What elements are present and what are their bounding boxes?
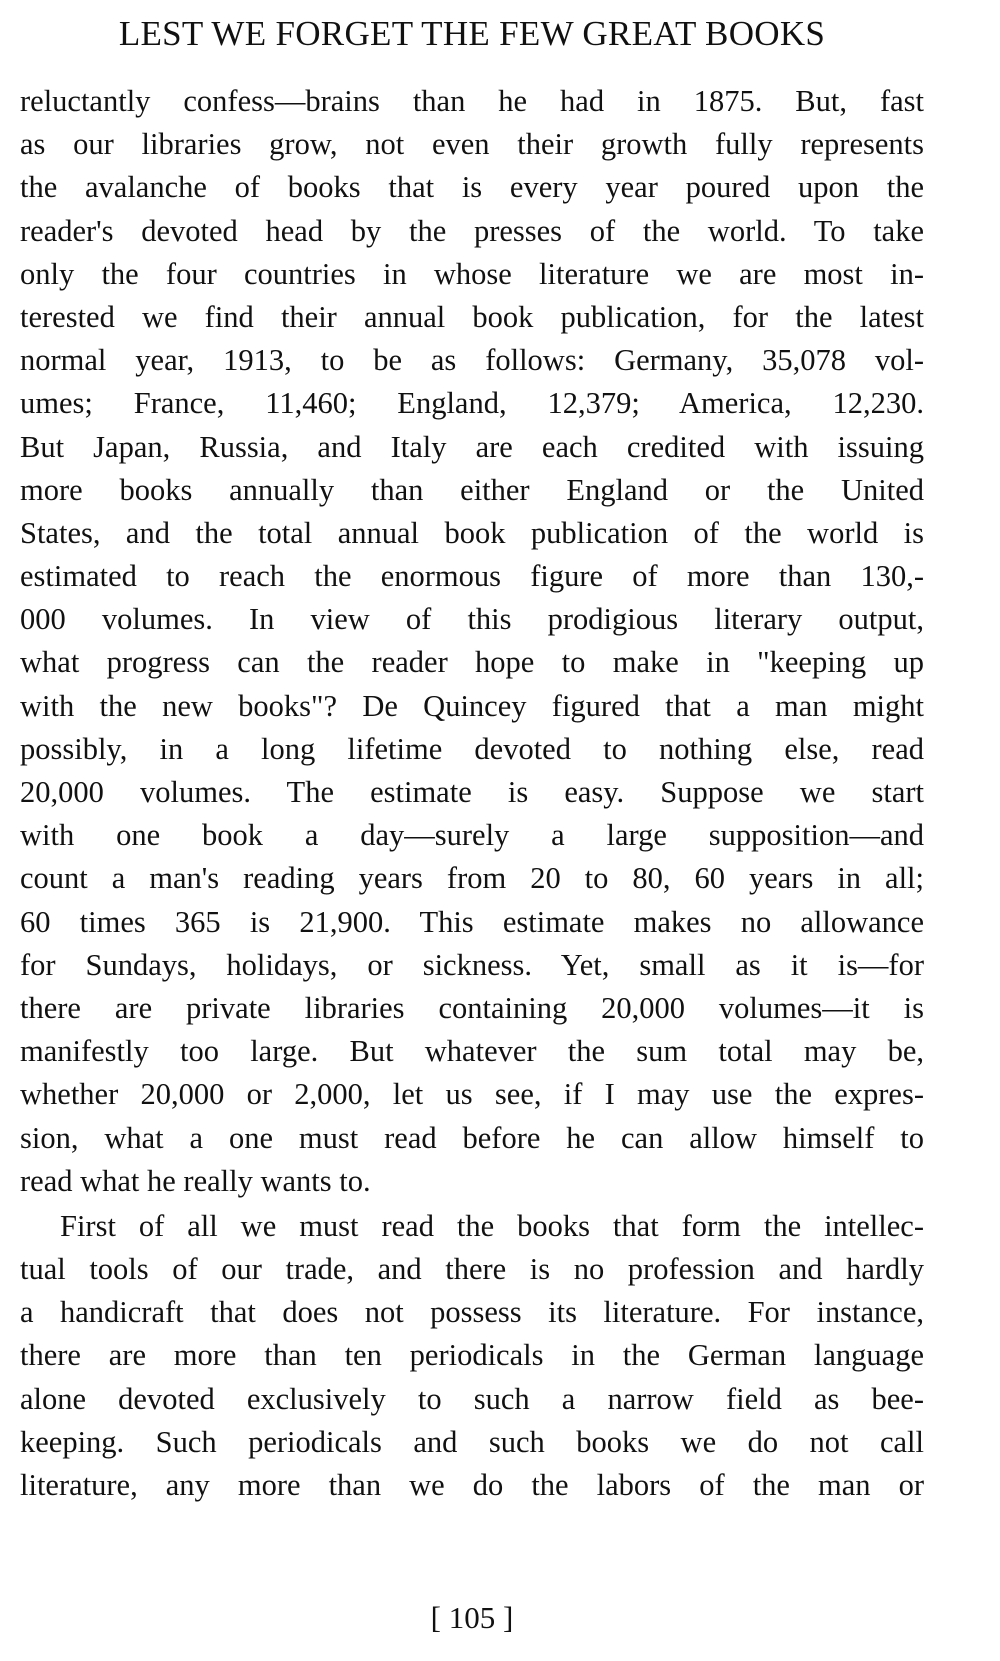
text-line: umes; France, 11,460; England, 12,379; America, 12,230.	[20, 386, 924, 421]
text-line: reader's devoted head by the presses of the world. To take	[20, 213, 924, 248]
text-line: count a man's reading years from 20 to 80, 60 years in all;	[20, 861, 924, 896]
text-line: a handicraft that does not possess its literature. For instance,	[20, 1295, 924, 1330]
text-line: possibly, in a long lifetime devoted to nothing else, read	[20, 731, 924, 766]
text-line: there are more than ten periodicals in the German language	[20, 1338, 924, 1373]
text-line: alone devoted exclusively to such a narrow field as bee-	[20, 1381, 924, 1416]
text-line: terested we find their annual book publication, for the latest	[20, 299, 924, 334]
text-line: literature, any more than we do the labors of the man or	[20, 1468, 924, 1502]
text-line: whether 20,000 or 2,000, let us see, if I may use the expres-	[20, 1077, 924, 1112]
page-number: [ 105 ]	[430, 1600, 514, 1635]
text-line: 000 volumes. In view of this prodigious literary output,	[20, 602, 924, 637]
text-line: keeping. Such periodicals and such books we do not call	[20, 1424, 924, 1459]
text-line: read what he really wants to.	[20, 1163, 371, 1198]
paragraph	[20, 1205, 924, 1507]
text-line: sion, what a one must read before he can allow himself to	[20, 1120, 924, 1155]
text-line: more books annually than either England or the United	[20, 472, 924, 507]
text-line: the avalanche of books that is every year poured upon the	[20, 170, 924, 205]
text-line: States, and the total annual book publication of the world is	[20, 515, 924, 550]
text-line: reluctantly confess—brains than he had in 1875. But, fast	[20, 84, 924, 118]
text-line: But Japan, Russia, and Italy are each credited with issuing	[20, 429, 924, 464]
text-line: tual tools of our trade, and there is no profession and hardly	[20, 1252, 924, 1287]
text-line: there are private libraries containing 20,000 volumes—it is	[20, 990, 924, 1025]
text-line: only the four countries in whose literature we are most in-	[20, 256, 924, 291]
text-line: with the new books"? De Quincey figured that a man might	[20, 688, 924, 723]
text-line: normal year, 1913, to be as follows: Germany, 35,078 vol-	[20, 343, 924, 378]
book-page	[20, 0, 924, 1661]
text-line: 20,000 volumes. The estimate is easy. Suppose we start	[20, 775, 924, 809]
text-line: with one book a day—surely a large supposition—and	[20, 818, 924, 853]
running-head: LEST WE FORGET THE FEW GREAT BOOKS	[118, 14, 826, 53]
text-line: First of all we must read the books that form the intellec-	[60, 1208, 924, 1243]
text-line: estimated to reach the enormous figure of more than 130,-	[20, 559, 924, 594]
text-line: what progress can the reader hope to make in "keeping up	[20, 645, 924, 680]
text-line: as our libraries grow, not even their growth fully represents	[20, 127, 924, 162]
body-text	[20, 80, 924, 1507]
text-line: 60 times 365 is 21,900. This estimate makes no allowance	[20, 904, 924, 939]
paragraph	[20, 80, 924, 1203]
text-line: manifestly too large. But whatever the sum total may be,	[20, 1034, 924, 1069]
text-line: for Sundays, holidays, or sickness. Yet, small as it is—for	[20, 947, 924, 982]
